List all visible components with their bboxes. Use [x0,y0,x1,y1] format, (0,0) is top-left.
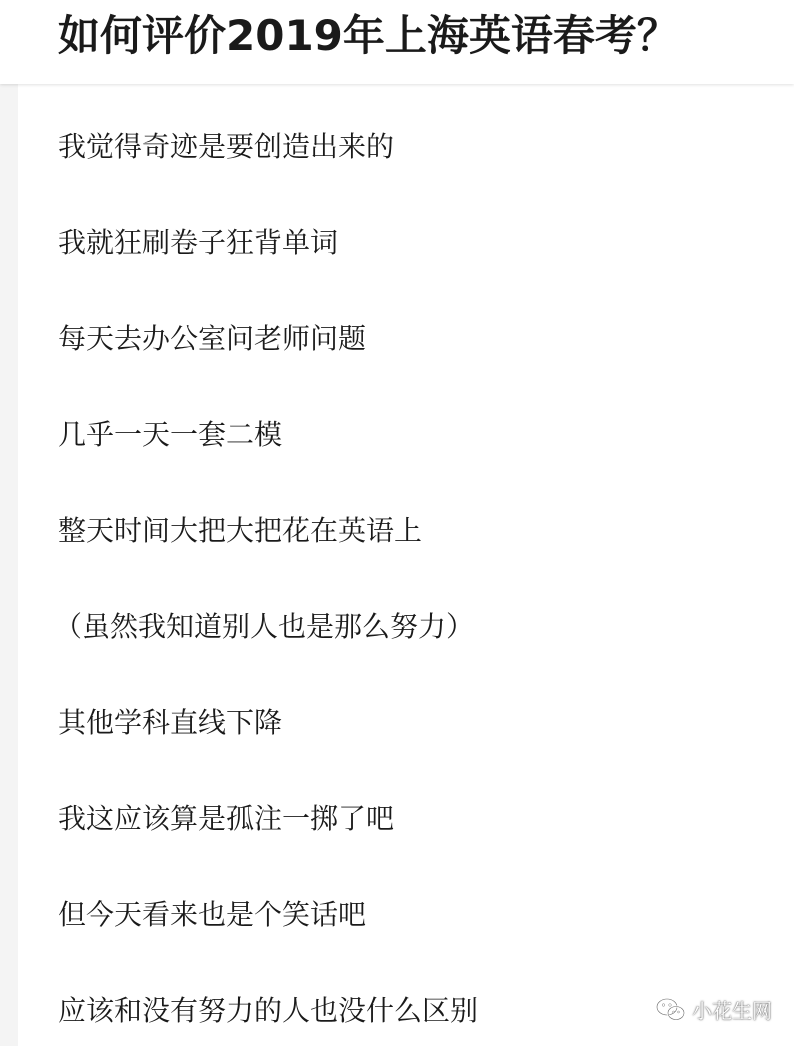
answer-line: （虽然我知道别人也是那么努力） [54,610,475,643]
answer-line: 几乎一天一套二模 [58,418,283,451]
answer-line: 应该和没有努力的人也没什么区别 [58,994,479,1027]
answer-line: 其他学科直线下降 [58,706,283,739]
answer-line: 我这应该算是孤注一掷了吧 [58,802,395,835]
watermark [656,995,772,1024]
answer-line: 整天时间大把大把花在英语上 [58,514,423,547]
answer-line: 我就狂刷卷子狂背单词 [58,226,339,259]
page-title: 如何评价2019年上海英语春考？ [58,11,679,60]
answer-line: 每天去办公室问老师问题 [58,322,367,355]
wechat-icon [656,997,686,1023]
title-bar [0,0,794,84]
answer-content [18,84,794,1046]
answer-line: 我觉得奇迹是要创造出来的 [58,130,395,163]
answer-line: 但今天看来也是个笑话吧 [58,898,367,931]
left-rail [0,84,18,1046]
watermark-text: 小花生网 [692,999,772,1023]
